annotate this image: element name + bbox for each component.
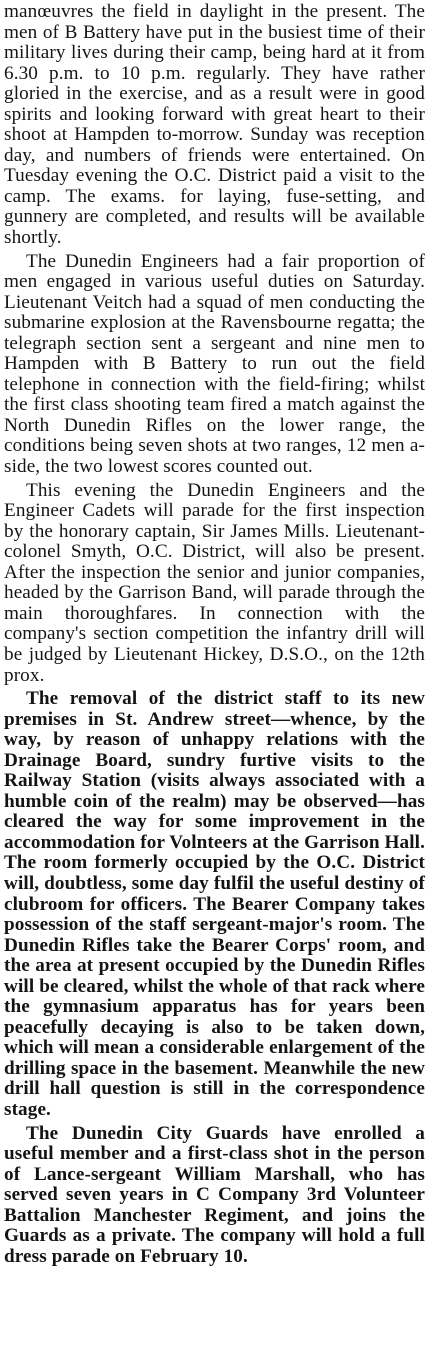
article-paragraph-camp: manœuvres the field in daylight in the present. The men of B Battery have put in the busiest time of their military lives during their camp, being hard at it from 6.30 p.m. to 10 p.m. regularly. They have rather gloried in the exercise, and as a result were in good spirits and looking forward with great heart to their shoot at Hampden to-morrow. Sunday was reception day, and numbers of friends were entertained. On Tuesday evening the O.C. District paid a visit to the camp. The exams. for laying, fuse-setting, and gunnery are completed, and results will be available shortly. — [4, 1, 425, 249]
article-column — [4, 2, 425, 1267]
article-paragraph-district-staff: The removal of the district staff to its new premises in St. Andrew street—whence, by the way, by reason of unhappy relations with the Drainage Board, sundry furtive visits to the Railway Station (visits always associated with a humble coin of the realm) may be observed—has cleared the way for some improvement in the accommodation for Volnteers at the Garrison Hall. The room formerly occupied by the O.C. District will, doubtless, some day fulfil the useful destiny of clubroom for officers. The Bearer Company takes possession of the staff sergeant-major's room. The Dunedin Rifles take the Bearer Corps' room, and the area at present occupied by the Dunedin Rifles will be cleared, whilst the whole of that rack where the gymnasium apparatus has for years been peacefully decaying is also to be taken down, which will mean a considerable enlargement of the drilling space in the basement. Meanwhile the new drill hall question is still in the correspondence stage. — [4, 688, 425, 1120]
article-paragraph-inspection: This evening the Dunedin Engineers and the Engineer Cadets will parade for the first inspection by the honorary captain, Sir James Mills. Lieutenant-colonel Smyth, O.C. District, will also be present. After the inspection the senior and junior companies, headed by the Garrison Band, will parade through the main thoroughfares. In connection with the company's section competition the infantry drill will be judged by Lieutenant Hickey, D.S.O., on the 12th prox. — [4, 479, 425, 686]
article-paragraph-city-guards: The Dunedin City Guards have enrolled a useful member and a first-class shot in the person of Lance-sergeant William Marshall, who has served seven years in C Company 3rd Volunteer Battalion Manchester Regiment, and joins the Guards as a private. The company will hold a full dress parade on February 10. — [4, 1122, 425, 1267]
article-paragraph-engineers: The Dunedin Engineers had a fair proportion of men engaged in various useful duties on Saturday. Lieutenant Veitch had a squad of men conducting the submarine explosion at the Ravensbourne regatta; the telegraph section sent a sergeant and nine men to Hampden with B Battery to run out the field telephone in connection with the field-firing; whilst the first class shooting team fired a match against the North Dunedin Rifles on the lower range, the conditions being seven shots at two ranges, 12 men a-side, the two lowest scores counted out. — [4, 250, 425, 478]
